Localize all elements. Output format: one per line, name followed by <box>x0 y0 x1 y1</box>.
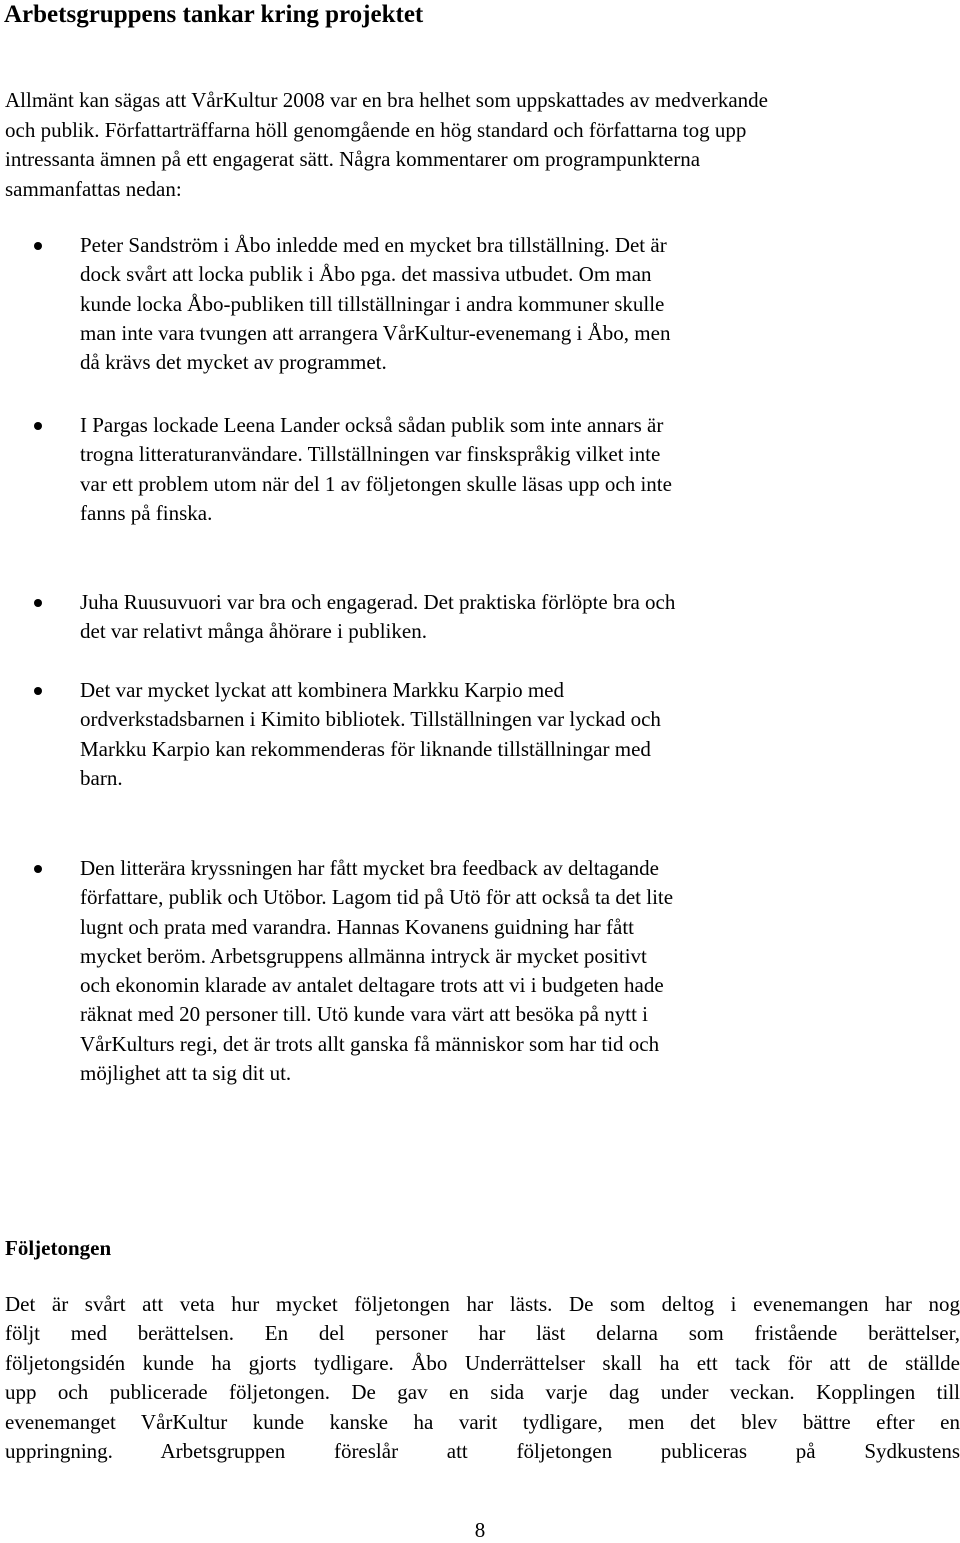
intro-line: Allmänt kan sägas att VårKultur 2008 var en bra helhet som uppskattades av medverkande <box>5 88 768 112</box>
bullet-icon <box>34 599 42 607</box>
bullet-icon <box>34 422 42 430</box>
bullet-line: Juha Ruusuvuori var bra och engagerad. Det praktiska förlöpte bra och <box>80 590 676 614</box>
bullet-icon <box>34 242 42 250</box>
section-line-text: upp och publicerade följetongen. De gav en sida varje dag under veckan. Kopplingen till <box>5 1380 960 1405</box>
bullet-line: möjlighet att ta sig dit ut. <box>80 1061 292 1086</box>
bullet-line: kunde locka Åbo-publiken till tillställningar i andra kommuner skulle <box>80 291 665 316</box>
bullet-line: Peter Sandström i Åbo inledde med en mycket bra tillställning. Det är <box>80 233 667 257</box>
bullet-line: Markku Karpio kan rekommenderas för liknande tillställningar med <box>80 736 651 761</box>
bullet-text <box>80 588 950 647</box>
bullet-line: man inte vara tvungen att arrangera VårKultur-evenemang i Åbo, men <box>80 320 671 345</box>
intro-line: sammanfattas nedan: <box>5 176 182 201</box>
bullet-line: räknat med 20 personer till. Utö kunde vara värt att besöka på nytt i <box>80 1002 648 1027</box>
bullet-line: ordverkstadsbarnen i Kimito bibliotek. Tillställningen var lyckad och <box>80 707 661 732</box>
bullet-line: barn. <box>80 765 123 790</box>
section-paragraph <box>5 1290 960 1466</box>
bullet-line: var ett problem utom när del 1 av följetongen skulle läsas upp och inte <box>80 471 672 496</box>
section-line <box>5 1408 960 1437</box>
bullet-line: författare, publik och Utöbor. Lagom tid på Utö för att också ta det lite <box>80 885 674 910</box>
bullet-icon <box>34 865 42 873</box>
section-line-text: uppringning. Arbetsgruppen föreslår att följetongen publiceras på Sydkustens <box>5 1439 960 1464</box>
section-line <box>5 1319 960 1348</box>
bullet-line: VårKulturs regi, det är trots allt ganska få människor som har tid och <box>80 1031 660 1056</box>
intro-paragraph <box>5 86 950 204</box>
section-line-text: evenemanget VårKultur kunde kanske ha varit tydligare, men det blev bättre efter en <box>5 1409 960 1434</box>
bullet-text <box>80 854 950 1088</box>
bullet-line: trogna litteraturanvändare. Tillställningen var finskspråkig vilket inte <box>80 442 661 467</box>
bullet-line: lugnt och prata med varandra. Hannas Kovanens guidning har fått <box>80 914 634 939</box>
bullet-line: mycket beröm. Arbetsgruppens allmänna intryck är mycket positivt <box>80 943 647 968</box>
bullet-icon <box>34 687 42 695</box>
bullet-line: fanns på finska. <box>80 500 213 525</box>
bullet-line: och ekonomin klarade av antalet deltagare trots att vi i budgeten hade <box>80 973 664 998</box>
section-line <box>5 1378 960 1407</box>
section-line-text: Det är svårt att veta hur mycket följetongen har lästs. De som deltog i evenemangen har nog <box>5 1292 960 1316</box>
bullet-text <box>80 411 950 528</box>
bullet-line: I Pargas lockade Leena Lander också sådan publik som inte annars är <box>80 413 664 437</box>
section-heading: Följetongen <box>5 1236 112 1260</box>
page-number: 8 <box>474 1518 486 1542</box>
section-line <box>5 1349 960 1378</box>
bullet-line: Det var mycket lyckat att kombinera Markku Karpio med <box>80 678 565 702</box>
bullet-line: dock svårt att locka publik i Åbo pga. det massiva utbudet. Om man <box>80 262 652 287</box>
page-title: Arbetsgruppens tankar kring projektet <box>4 1 424 28</box>
bullet-line: Den litterära kryssningen har fått mycket bra feedback av deltagande <box>80 856 659 880</box>
section-line-text: följt med berättelsen. En del personer har läst delarna som fristående berättelser, <box>5 1321 960 1346</box>
bullet-line: det var relativt många åhörare i publiken. <box>80 619 427 644</box>
section-line <box>5 1290 960 1319</box>
section-line-text: följetongsidén kunde ha gjorts tydligare. Åbo Underrättelser skall ha ett tack för att de ställde <box>5 1350 960 1375</box>
section-line <box>5 1437 960 1466</box>
bullet-text <box>80 676 950 793</box>
intro-line: och publik. Författarträffarna höll genomgående en hög standard och författarna tog upp <box>5 117 747 142</box>
bullet-text <box>80 231 950 377</box>
intro-line: intressanta ämnen på ett engagerat sätt. Några kommentarer om programpunkterna <box>5 147 701 171</box>
bullet-line: då krävs det mycket av programmet. <box>80 350 387 375</box>
